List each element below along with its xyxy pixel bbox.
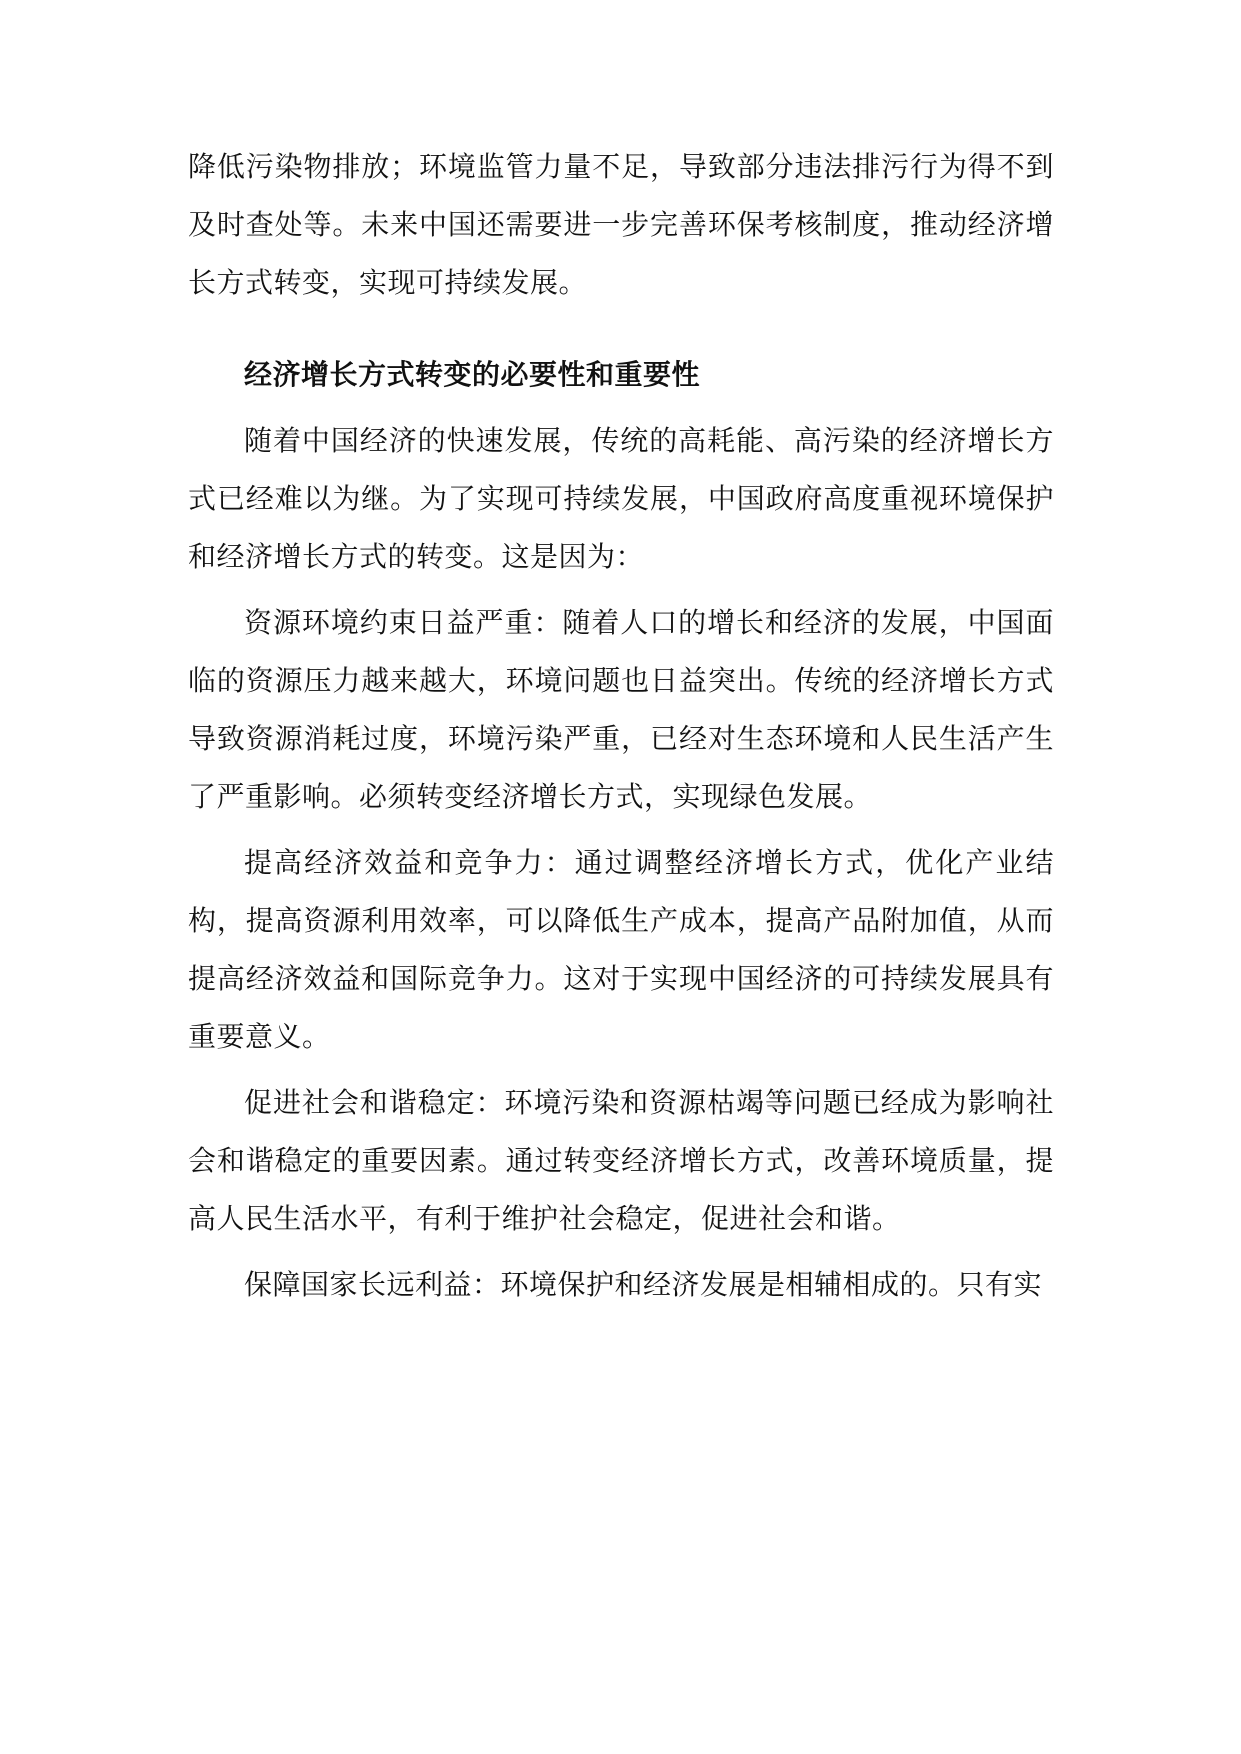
paragraph-intro: 随着中国经济的快速发展，传统的高耗能、高污染的经济增长方式已经难以为继。为了实现可持续发展，中国政府高度重视环境保护和经济增长方式的转变。这是因为： (188, 424, 1054, 573)
paragraph-national-interest: 保障国家长远利益：环境保护和经济发展是相辅相成的。只有实 (244, 1268, 1043, 1301)
document-page (188, 138, 1054, 1314)
paragraph-competitiveness: 提高经济效益和竞争力：通过调整经济增长方式，优化产业结构，提高资源利用效率，可以降低生产成本，提高产品附加值，从而提高经济效益和国际竞争力。这对于实现中国经济的可持续发展具有重要意义。 (188, 846, 1054, 1053)
paragraph-social-harmony: 促进社会和谐稳定：环境污染和资源枯竭等问题已经成为影响社会和谐稳定的重要因素。通过转变经济增长方式，改善环境质量，提高人民生活水平，有利于维护社会稳定，促进社会和谐。 (188, 1086, 1054, 1235)
continuation-paragraph: 降低污染物排放；环境监管力量不足，导致部分违法排污行为得不到及时查处等。未来中国还需要进一步完善环保考核制度，推动经济增长方式转变，实现可持续发展。 (188, 150, 1054, 299)
paragraph-resource-constraints: 资源环境约束日益严重：随着人口的增长和经济的发展，中国面临的资源压力越来越大，环境问题也日益突出。传统的经济增长方式导致资源消耗过度，环境污染严重，已经对生态环境和人民生活产生了严重影响。必须转变经济增长方式，实现绿色发展。 (188, 606, 1054, 813)
section-heading: 经济增长方式转变的必要性和重要性 (244, 358, 701, 391)
